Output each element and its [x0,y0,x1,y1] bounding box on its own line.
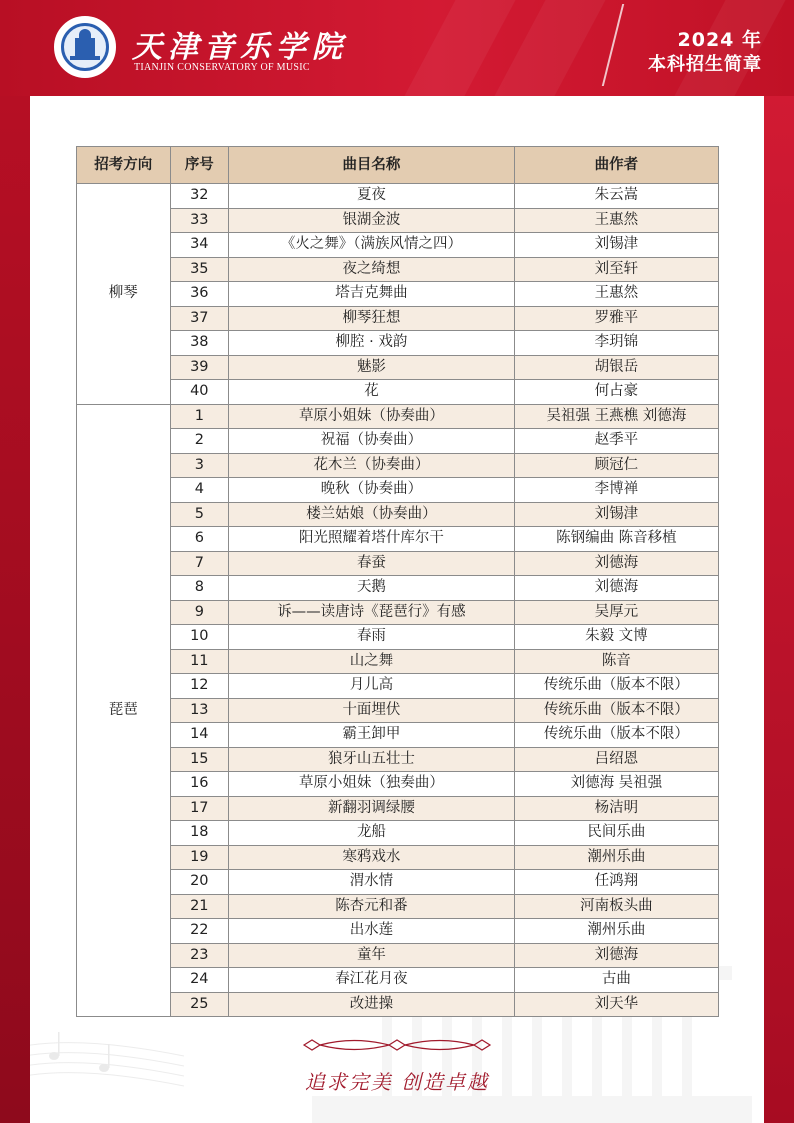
composer-cell: 赵季平 [514,429,718,454]
composer-cell: 河南板头曲 [514,894,718,919]
content-page [30,96,764,1123]
table-row [77,894,719,919]
table-row [77,453,719,478]
table-body [77,184,719,1017]
table-row [77,845,719,870]
title-cell: 银湖金波 [229,208,515,233]
page-header [0,0,794,96]
composer-cell: 吕绍恩 [514,747,718,772]
table-row [77,380,719,405]
composer-cell: 陈音 [514,649,718,674]
composer-cell: 顾冠仁 [514,453,718,478]
number-cell: 14 [170,723,229,748]
table-row [77,257,719,282]
number-cell: 19 [170,845,229,870]
number-cell: 25 [170,992,229,1017]
header-stripe [404,0,515,96]
number-cell: 13 [170,698,229,723]
title-cell: 花 [229,380,515,405]
category-cell: 柳琴 [77,184,171,405]
composer-cell: 任鸿翔 [514,870,718,895]
table-row [77,943,719,968]
table-row [77,870,719,895]
number-cell: 2 [170,429,229,454]
number-cell: 38 [170,331,229,356]
ornament-divider-icon [302,1038,492,1052]
left-border-band [0,96,30,1123]
number-cell: 21 [170,894,229,919]
col-header-number: 序号 [170,147,229,184]
composer-cell: 潮州乐曲 [514,845,718,870]
table-row [77,502,719,527]
title-cell: 春江花月夜 [229,968,515,993]
title-cell: 《火之舞》（满族风情之四） [229,233,515,258]
table-row [77,772,719,797]
table-row [77,404,719,429]
table-row [77,429,719,454]
number-cell: 24 [170,968,229,993]
number-cell: 11 [170,649,229,674]
title-cell: 塔吉克舞曲 [229,282,515,307]
title-cell: 夏夜 [229,184,515,209]
number-cell: 9 [170,600,229,625]
number-cell: 39 [170,355,229,380]
composer-cell: 刘至轩 [514,257,718,282]
number-cell: 36 [170,282,229,307]
title-cell: 改进操 [229,992,515,1017]
school-motto: 追求完美 创造卓越 [304,1070,490,1094]
number-cell: 22 [170,919,229,944]
table-row [77,233,719,258]
title-cell: 出水莲 [229,919,515,944]
table-header-row [77,147,719,184]
title-cell: 晚秋（协奏曲） [229,478,515,503]
number-cell: 10 [170,625,229,650]
title-cell: 柳腔 · 戏韵 [229,331,515,356]
title-cell: 十面埋伏 [229,698,515,723]
title-cell: 诉——读唐诗《琵琶行》有感 [229,600,515,625]
table-row [77,208,719,233]
composer-cell: 刘锡津 [514,502,718,527]
number-cell: 40 [170,380,229,405]
table-row [77,649,719,674]
composer-cell: 民间乐曲 [514,821,718,846]
title-cell: 魅影 [229,355,515,380]
number-cell: 3 [170,453,229,478]
title-cell: 柳琴狂想 [229,306,515,331]
number-cell: 33 [170,208,229,233]
title-cell: 春雨 [229,625,515,650]
table-row [77,723,719,748]
composer-cell: 罗雅平 [514,306,718,331]
title-cell: 寒鸦戏水 [229,845,515,870]
title-cell: 夜之绮想 [229,257,515,282]
composer-cell: 李博禅 [514,478,718,503]
number-cell: 17 [170,796,229,821]
composer-cell: 李玥锦 [514,331,718,356]
composer-cell: 王惠然 [514,208,718,233]
header-divider [602,4,624,86]
col-header-category: 招考方向 [77,147,171,184]
right-border-band [764,96,794,1123]
title-cell: 天鹅 [229,576,515,601]
number-cell: 35 [170,257,229,282]
composer-cell: 传统乐曲（版本不限） [514,698,718,723]
table-row [77,600,719,625]
title-cell: 渭水情 [229,870,515,895]
table-row [77,306,719,331]
table-row [77,625,719,650]
school-name: 天津音乐学院 [132,30,348,65]
composer-cell: 刘德海 吴祖强 [514,772,718,797]
table-row [77,527,719,552]
number-cell: 15 [170,747,229,772]
number-cell: 8 [170,576,229,601]
table-row [77,698,719,723]
table-row [77,968,719,993]
number-cell: 1 [170,404,229,429]
composer-cell: 吴祖强 王燕樵 刘德海 [514,404,718,429]
number-cell: 16 [170,772,229,797]
number-cell: 4 [170,478,229,503]
title-cell: 花木兰（协奏曲） [229,453,515,478]
composer-cell: 刘德海 [514,576,718,601]
composer-cell: 朱毅 文博 [514,625,718,650]
title-cell: 山之舞 [229,649,515,674]
table-row [77,331,719,356]
repertoire-table [76,146,719,1017]
composer-cell: 古曲 [514,968,718,993]
number-cell: 32 [170,184,229,209]
emblem-base [70,56,100,60]
number-cell: 6 [170,527,229,552]
title-cell: 霸王卸甲 [229,723,515,748]
title-cell: 楼兰姑娘（协奏曲） [229,502,515,527]
composer-cell: 朱云嵩 [514,184,718,209]
category-cell: 琵琶 [77,404,171,1017]
title-cell: 草原小姐妹（协奏曲） [229,404,515,429]
school-emblem-icon [54,16,116,78]
table-row [77,919,719,944]
header-stripe [494,0,605,96]
number-cell: 5 [170,502,229,527]
table-row [77,576,719,601]
composer-cell: 何占豪 [514,380,718,405]
table-row [77,821,719,846]
table-row [77,796,719,821]
col-header-composer: 曲作者 [514,147,718,184]
brochure-year: 2024 年 [677,29,762,51]
number-cell: 18 [170,821,229,846]
title-cell: 阳光照耀着塔什库尔干 [229,527,515,552]
title-cell: 新翻羽调绿腰 [229,796,515,821]
title-cell: 陈杏元和番 [229,894,515,919]
table-row [77,551,719,576]
composer-cell: 吴厚元 [514,600,718,625]
title-cell: 祝福（协奏曲） [229,429,515,454]
composer-cell: 杨洁明 [514,796,718,821]
table-row [77,478,719,503]
composer-cell: 潮州乐曲 [514,919,718,944]
title-cell: 童年 [229,943,515,968]
number-cell: 37 [170,306,229,331]
title-cell: 草原小姐妹（独奏曲） [229,772,515,797]
emblem-building [75,38,95,56]
composer-cell: 王惠然 [514,282,718,307]
brochure-title: 本科招生简章 [648,54,762,75]
school-name-en: TIANJIN CONSERVATORY OF MUSIC [134,62,310,73]
title-cell: 狼牙山五壮士 [229,747,515,772]
composer-cell: 刘天华 [514,992,718,1017]
title-cell: 龙船 [229,821,515,846]
number-cell: 7 [170,551,229,576]
table-row [77,674,719,699]
table-row [77,355,719,380]
table-row [77,184,719,209]
col-header-title: 曲目名称 [229,147,515,184]
table-row [77,282,719,307]
title-cell: 春蚕 [229,551,515,576]
title-cell: 月儿高 [229,674,515,699]
number-cell: 34 [170,233,229,258]
table-row [77,747,719,772]
composer-cell: 陈钢编曲 陈音移植 [514,527,718,552]
composer-cell: 刘锡津 [514,233,718,258]
composer-cell: 传统乐曲（版本不限） [514,723,718,748]
composer-cell: 刘德海 [514,551,718,576]
number-cell: 20 [170,870,229,895]
composer-cell: 胡银岳 [514,355,718,380]
number-cell: 12 [170,674,229,699]
table-row [77,992,719,1017]
number-cell: 23 [170,943,229,968]
composer-cell: 传统乐曲（版本不限） [514,674,718,699]
composer-cell: 刘德海 [514,943,718,968]
